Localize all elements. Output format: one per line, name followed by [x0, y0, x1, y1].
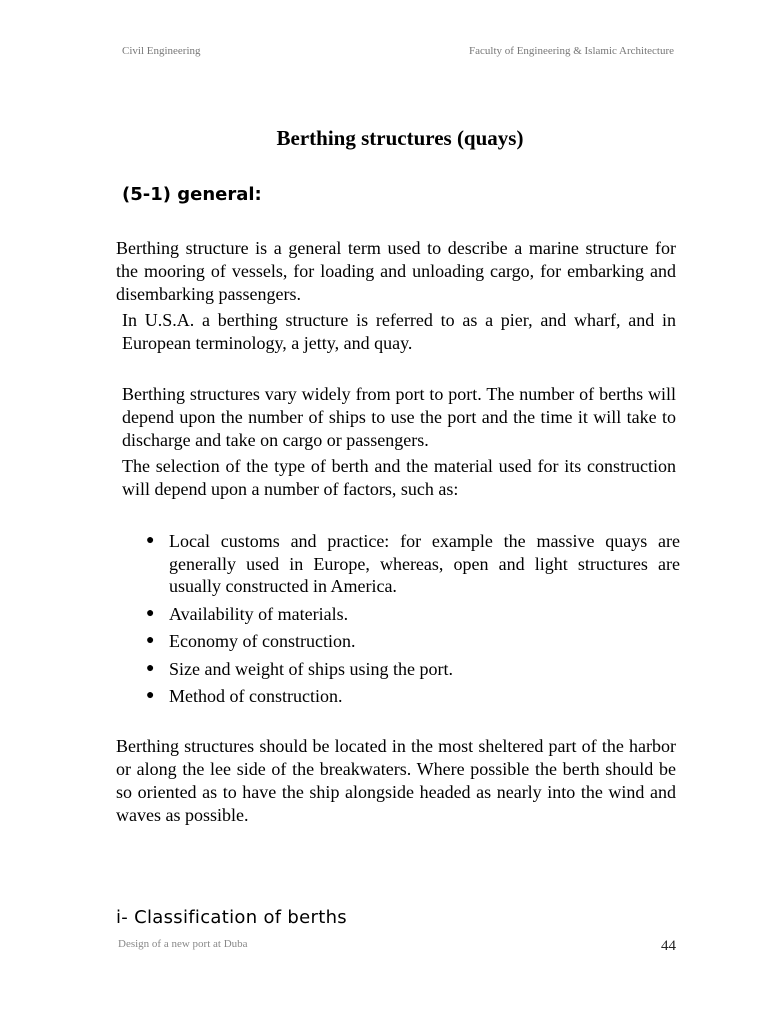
- bullet-icon: ●: [146, 688, 155, 703]
- bullet-icon: ●: [146, 605, 155, 621]
- paragraph-selection: The selection of the type of berth and the material used for its construction will depend upon a number of factors, such as:: [122, 456, 676, 499]
- page-number: 44: [661, 938, 676, 954]
- list-item-text: Availability of materials.: [169, 603, 349, 624]
- list-item-text: Size and weight of ships using the port.: [169, 658, 453, 679]
- header-right: Faculty of Engineering & Islamic Architecture: [469, 45, 674, 57]
- paragraph-definition: Berthing structure is a general term used to describe a marine structure for the mooring of vessels, for loading and unloading cargo, for embarking and disembarking passengers.: [116, 238, 676, 304]
- paragraph-variation: Berthing structures vary widely from port to port. The number of berths will depend upon the number of ships to use the port and the time it will take to discharge and take on cargo or passengers.: [122, 384, 676, 450]
- factor-list: [146, 530, 680, 708]
- list-item: [146, 603, 680, 626]
- list-item-text: Local customs and practice: for example the massive quays are generally used in Europe, whereas, open and light structures are usually constructed in America.: [169, 531, 680, 596]
- bullet-icon: ●: [146, 533, 155, 548]
- list-item: [146, 658, 680, 681]
- paragraph-location: Berthing structures should be located in the most sheltered part of the harbor or along the lee side of the breakwaters. Where possible the berth should be so oriented as to have the ship alongside headed as nearly into the wind and waves as possible.: [116, 736, 676, 825]
- section-heading: (5-1) general:: [122, 184, 262, 205]
- header-left: Civil Engineering: [122, 45, 201, 57]
- list-item: [146, 685, 680, 708]
- paragraph-terminology: In U.S.A. a berthing structure is referred to as a pier, and wharf, and in European terminology, a jetty, and quay.: [122, 310, 676, 353]
- list-item-text: Method of construction.: [169, 686, 343, 706]
- subheading-classification: i- Classification of berths: [116, 907, 347, 928]
- bullet-icon: ●: [146, 660, 155, 676]
- list-item-text: Economy of construction.: [169, 631, 356, 651]
- list-item: [146, 530, 680, 598]
- page-title: Berthing structures (quays): [276, 126, 524, 150]
- footer-left: Design of a new port at Duba: [118, 938, 248, 950]
- bullet-icon: ●: [146, 633, 155, 648]
- list-item: [146, 630, 680, 653]
